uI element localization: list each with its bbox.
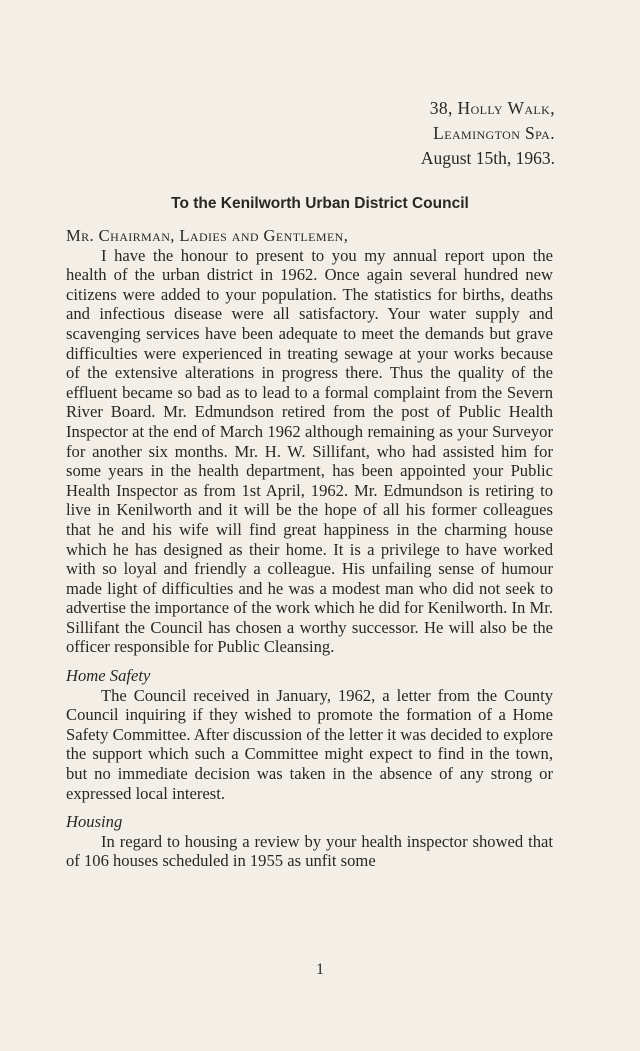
home-safety-subheading: Home Safety (66, 666, 151, 686)
sender-address (421, 96, 555, 171)
letter-heading: To the Kenilworth Urban District Council (171, 195, 469, 212)
home-safety-paragraph: The Council received in January, 1962, a letter from the County Council inquiring if they wished to promote the formation of a Home Safety Committee. After discussion of the letter it was decided to explore the support which such a Committee might expect to find in the town, but no immediate decision was taken in the absence of any strong or expressed local interest. (66, 685, 553, 803)
page-number: 1 (316, 961, 324, 978)
intro-paragraph: I have the honour to present to you my annual report upon the health of the urban district in 1962. Once again several hundred new citizens were added to your population. The statistics for births, deaths and infectious disease were all satisfactory. Your water supply and scavenging services have been adequate to meet the demands but grave difficulties were experienced in treating sewage at your works because of the extensive alterations in progress there. Thus the quality of the effluent became so bad as to lead to a formal complaint from the Severn River Board. Mr. Edmundson retired from the post of Public Health Inspector at the end of March 1962 although remaining as your Surveyor for another six months. Mr. H. W. Sillifant, who had assisted him for some years in the health department, has been appointed your Public Health Inspector as from 1st April, 1962. Mr. Edmundson is retiring to live in Kenilworth and it will be the hope of all his former colleagues that he and his wife will find great happiness in the charming house which he has designed as their home. It is a privilege to have worked with so loyal and friendly a colleague. His unfailing sense of humour made light of difficulties and he was a modest man who did not seek to advertise the importance of the work which he did for Kenilworth. In Mr. Sillifant the Council has chosen a worthy successor. He will also be the officer responsible for Public Cleansing. (66, 245, 553, 657)
letter-body (66, 226, 553, 871)
address-line-street: 38, Holly Walk, (429, 98, 555, 118)
address-line-town: Leamington Spa. (433, 123, 555, 143)
housing-paragraph: In regard to housing a review by your health inspector showed that of 106 houses scheduled in 1955 as unfit some (66, 831, 553, 871)
letter-date: August 15th, 1963. (420, 148, 555, 168)
salutation: Mr. Chairman, Ladies and Gentlemen, (66, 226, 349, 245)
housing-subheading: Housing (66, 812, 123, 832)
